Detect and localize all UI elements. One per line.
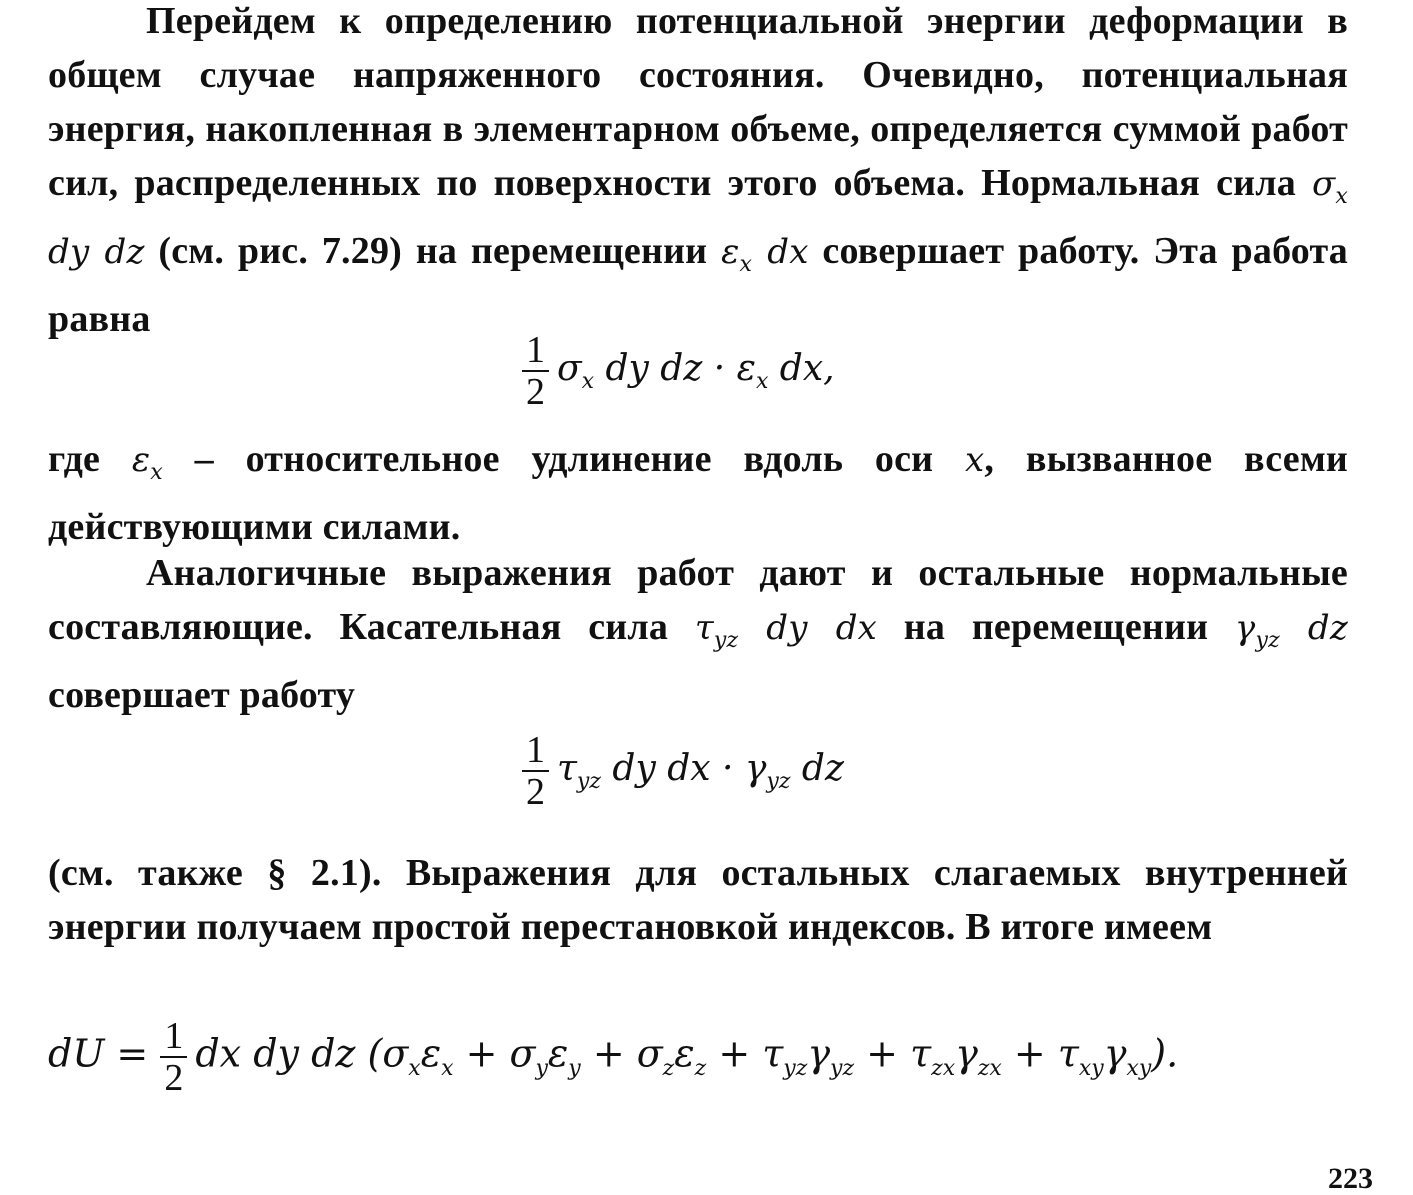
paragraph-3-text-a: Аналогичные выражения работ дают и остальные нормальные составляющие. Касательная сила [48,552,1348,648]
formula-subscript: x [441,1056,454,1082]
formula-term: γ [955,1031,978,1076]
paragraph-2-text-b: – относительное удлинение вдоль оси [162,438,966,480]
formula-tail: dz [790,748,844,789]
formula-subscript: x [581,369,594,395]
fraction-denominator: 2 [164,1057,184,1099]
math-subscript: yz [713,627,739,653]
formula-term: + σ [453,1031,536,1076]
formula-symbol: σ [557,348,582,389]
paragraph-3 [48,546,1348,722]
formula-subscript: z [662,1056,675,1082]
formula-subscript: yz [766,769,791,795]
math-epsilon-x [131,440,163,485]
math-subscript: x [1335,183,1348,209]
math-x: x [965,440,985,480]
formula-subscript: x [755,369,769,395]
formula-term: ε [674,1031,695,1076]
formula-tail: dy dx · γ [600,748,767,789]
paragraph-3-text-c: совершает работу [48,673,356,716]
formula-term: γ [807,1031,831,1076]
formula-subscript: zx [977,1056,1002,1082]
formula-subscript: z [694,1056,707,1082]
math-epsilon-x [721,231,809,277]
math-tail: dx [752,231,809,272]
formula-tail: dx, [768,348,835,389]
formula-term: + τ [854,1031,932,1076]
formula-symbol: τ [557,748,577,789]
paragraph-2-text-a: где [48,438,132,480]
math-tail: dz [1279,608,1348,648]
math-symbol: τ [694,608,714,648]
math-tail: dy dz [48,231,145,272]
fraction-one-half [522,730,549,812]
math-tail: dy dx [738,608,878,648]
paragraph-4-text: (см. также § 2.1). Выражения для остальных слагаемых внутренней энергии получаем простой перестановкой индексов. В итоге имеем [48,852,1348,948]
math-tau-yz [694,608,878,653]
math-subscript: x [150,459,163,485]
document-page [48,0,1348,1178]
fraction-numerator: 1 [522,330,549,372]
fraction-one-half [522,330,549,412]
math-gamma-yz [1234,608,1348,653]
formula-term: + σ [580,1031,663,1076]
paragraph-3-text-b: на перемещении [877,606,1235,648]
paragraph-1-text-a: Перейдем к определению потенциальной энергии деформации в общем случае напряженного состояния. Очевидно, потенциальная энергия, накопленная в элементарном объеме, определяется суммой работ сил, распределенных по поверхности этого объема. Нормальная сила [48,0,1348,204]
formula-term: + τ [706,1031,784,1076]
formula-subscript: x [408,1056,421,1082]
formula-subscript: yz [783,1056,808,1082]
page-number: 223 [1328,1162,1373,1195]
formula-shear-work [522,730,844,812]
formula-subscript: yz [830,1056,855,1082]
paragraph-2-text-c: , вызванное всеми действующими силами. [48,438,1349,548]
math-symbol: σ [1311,164,1336,204]
formula-term: γ [1103,1031,1127,1076]
formula-subscript: yz [576,769,601,795]
formula-term: + τ [1001,1031,1079,1076]
formula-term: ε [547,1031,569,1076]
formula-subscript: xy [1126,1056,1152,1082]
fraction-numerator: 1 [160,1016,187,1058]
paragraph-1-text-b: (см. рис. 7.29) на перемещении [144,229,722,272]
math-symbol: ε [131,440,151,480]
paragraph-1 [48,0,1348,346]
formula-normal-work [522,330,835,412]
paragraph-4 [48,846,1348,954]
fraction-denominator: 2 [526,771,545,813]
formula-subscript: y [535,1056,548,1082]
formula-term: ε [420,1031,442,1076]
formula-subscript: y [568,1056,581,1082]
formula-term: ). [1151,1031,1179,1076]
fraction-numerator: 1 [522,730,549,772]
math-symbol: γ [1234,608,1256,648]
fraction-denominator: 2 [526,371,545,413]
paragraph-1-text-c: совершает работу. Эта работа равна [48,229,1348,340]
math-symbol: ε [721,231,740,272]
fraction-one-half [160,1016,187,1098]
formula-subscript: zx [931,1056,956,1082]
formula-tail: dy dz · ε [594,348,756,389]
formula-subscript: xy [1078,1056,1104,1082]
formula-lhs: dU = [48,1031,161,1076]
math-subscript: x [739,251,753,277]
paragraph-2 [48,432,1348,554]
math-subscript: yz [1255,627,1280,653]
formula-rhs-start: dx dy dz (σ [195,1031,409,1076]
formula-total-energy [48,1016,1178,1098]
